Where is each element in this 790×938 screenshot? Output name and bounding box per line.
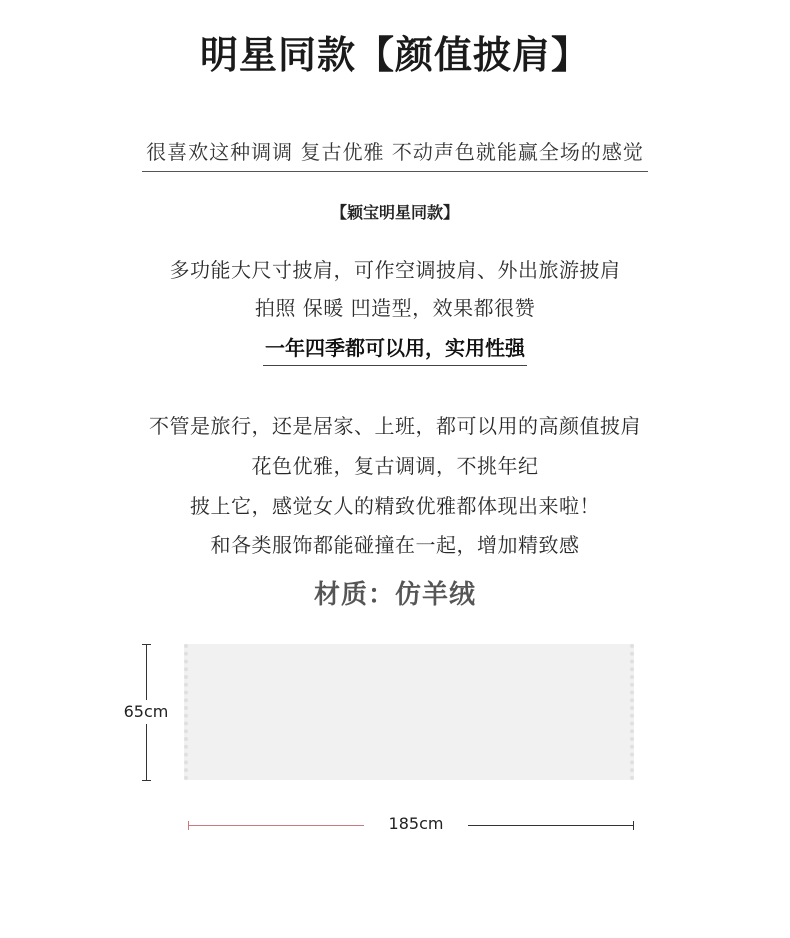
page-title: 明星同款【颜值披肩】 — [199, 33, 590, 77]
description-line: 花色优雅，复古调调，不挑年纪 — [251, 454, 539, 478]
scarf-shape — [184, 644, 634, 780]
width-dimension-line-right — [468, 825, 634, 826]
subtitle: 很喜欢这种调调 复古优雅 不动声色就能赢全场的感觉 — [142, 136, 648, 172]
height-dimension-cap-bottom — [142, 780, 151, 781]
description-line: 披上它，感觉女人的精致优雅都体现出来啦！ — [190, 494, 600, 518]
feature-line: 多功能大尺寸披肩，可作空调披肩、外出旅游披肩 — [169, 258, 621, 282]
height-dimension-cap-top — [142, 644, 151, 645]
height-label: 65cm — [118, 700, 174, 724]
feature-highlight: 一年四季都可以用，实用性强 — [263, 332, 527, 366]
section-label: 【颖宝明星同款】 — [330, 203, 459, 222]
width-dimension-line-left — [188, 825, 364, 826]
width-dimension-cap-left — [188, 821, 189, 830]
subtitle-container — [0, 136, 790, 172]
feature-highlight-container — [0, 332, 790, 366]
material-label: 材质：仿羊绒 — [313, 580, 476, 610]
width-dimension-cap-right — [633, 821, 634, 830]
feature-line: 拍照 保暖 凹造型，效果都很赞 — [254, 296, 536, 320]
description-line: 和各类服饰都能碰撞在一起，增加精致感 — [210, 533, 580, 557]
description-line: 不管是旅行，还是居家、上班，都可以用的高颜值披肩 — [149, 414, 641, 438]
width-label: 185cm — [388, 814, 444, 833]
